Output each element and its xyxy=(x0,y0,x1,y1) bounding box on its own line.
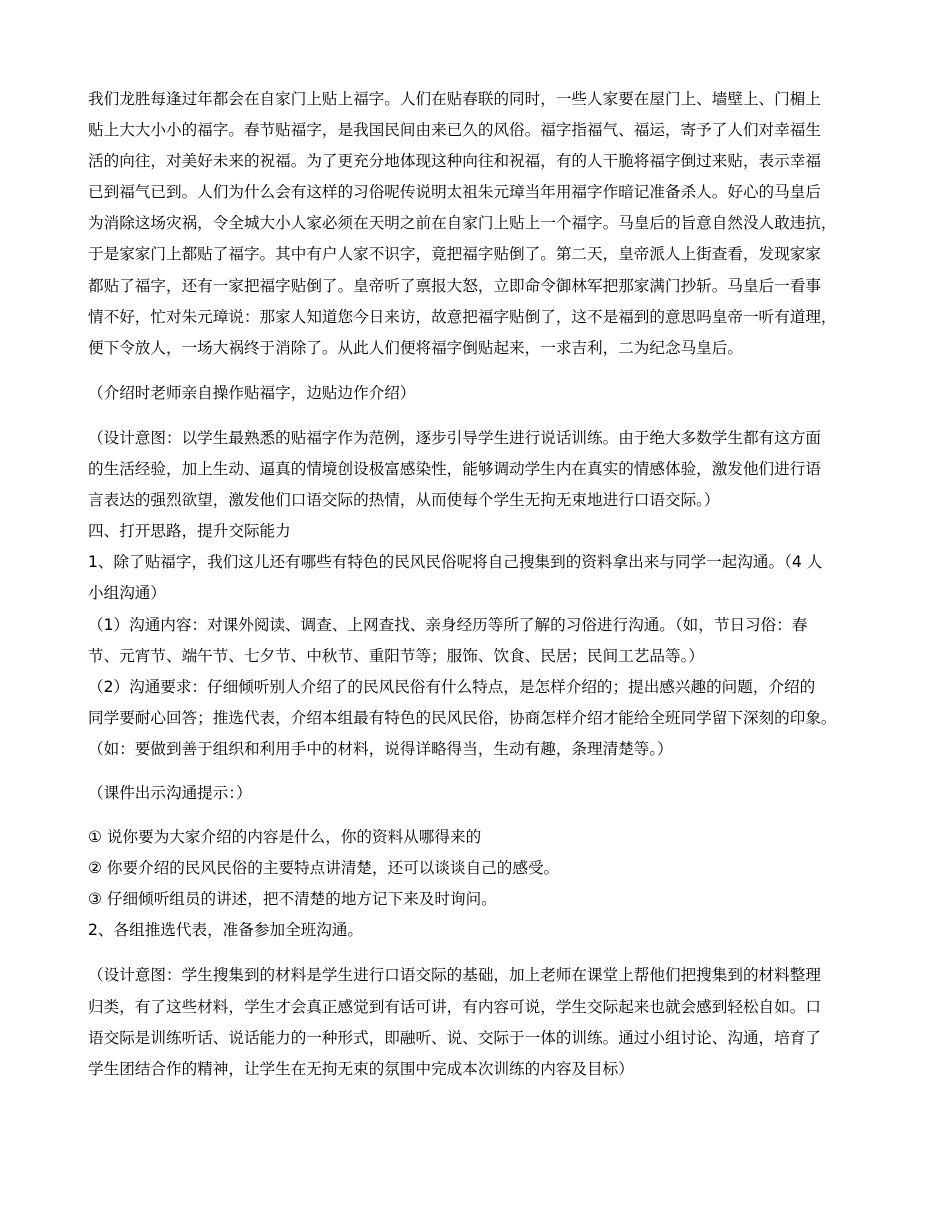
tips-list xyxy=(88,822,870,915)
design-intent-line: 言表达的强烈欲望，激发他们口语交际的热情，从而使每个学生无拘无束地进行口语交际。） xyxy=(88,491,720,510)
design-intent-line: 学生团结合作的精神，让学生在无拘无束的氛围中完成本次训练的内容及目标） xyxy=(88,1059,634,1078)
tip-item: ① 说你要为大家介绍的内容是什么，你的资料从哪得来的 xyxy=(88,828,482,847)
communication-content xyxy=(88,610,870,672)
design-intent-paragraph-1 xyxy=(88,423,870,516)
communication-requirements-line: （如：要做到善于组织和利用手中的材料，说得详略得当，生动有趣，条理清楚等。） xyxy=(88,739,673,758)
tip-item: ③ 仔细倾听组员的讲述，把不清楚的地方记下来及时询问。 xyxy=(88,890,497,909)
intro-line: 已到福气已到。人们为什么会有这样的习俗呢传说明太祖朱元璋当年用福字作暗记准备杀人。好心的马皇后 xyxy=(88,183,821,202)
step-1 xyxy=(88,547,870,609)
intro-line: 便下令放人，一场大祸终于消除了。从此人们便将福字倒贴起来，一求吉利，二为纪念马皇后。 xyxy=(88,338,743,357)
intro-line: 都贴了福字，还有一家把福字贴倒了。皇帝听了禀报大怒，立即命令御林军把那家满门抄斩。马皇后一看事 xyxy=(88,276,821,295)
communication-requirements-line: （2）沟通要求：仔细倾听别人介绍了的民风民俗有什么特点，是怎样介绍的；提出感兴趣的问题，介绍的 xyxy=(88,677,816,696)
intro-paragraph xyxy=(88,84,870,364)
intro-line: 活的向往，对美好未来的祝福。为了更充分地体现这种向往和祝福，有的人干脆将福字倒过来贴，表示幸福 xyxy=(88,152,821,171)
section-heading: 四、打开思路，提升交际能力 xyxy=(88,522,291,541)
communication-content-line: 节、元宵节、端午节、七夕节、中秋节、重阳节等；服饰、饮食、民居；民间工艺品等。） xyxy=(88,646,704,665)
design-intent-line: 归类，有了这些材料，学生才会真正感觉到有话可讲，有内容可说，学生交际起来也就会感到轻松自如。口 xyxy=(88,997,821,1016)
design-intent-line: （设计意图：以学生最熟悉的贴福字作为范例，逐步引导学生进行说话训练。由于绝大多数学生都有这方面 xyxy=(88,428,821,447)
design-intent-line: 语交际是训练听话、说话能力的一种形式，即融听、说、交际于一体的训练。通过小组讨论、沟通，培育了 xyxy=(88,1028,821,1047)
step-1-line: 小组沟通） xyxy=(88,584,166,603)
document-page xyxy=(88,84,870,1085)
intro-line: 情不好，忙对朱元璋说：那家人知道您今日来访，故意把福字贴倒了，这不是福到的意思吗皇帝一听有道理， xyxy=(88,307,837,326)
step-1-line: 1、除了贴福字，我们这儿还有哪些有特色的民风民俗呢将自己搜集到的资料拿出来与同学一起沟通。（4 人 xyxy=(88,553,823,572)
tip-item: ② 你要介绍的民风民俗的主要特点讲清楚，还可以谈谈自己的感受。 xyxy=(88,859,560,878)
courseware-note: （课件出示沟通提示：） xyxy=(88,783,252,802)
design-intent-line: （设计意图：学生搜集到的材料是学生进行口语交际的基础，加上老师在课堂上帮他们把搜集到的材料整理 xyxy=(88,966,821,985)
intro-line: 我们龙胜每逢过年都会在自家门上贴上福字。人们在贴春联的同时，一些人家要在屋门上、墙壁上、门楣上 xyxy=(88,90,821,108)
design-intent-line: 的生活经验，加上生动、逼真的情境创设极富感染性，能够调动学生内在真实的情感体验，激发他们进行语 xyxy=(88,460,821,479)
communication-requirements xyxy=(88,672,870,765)
intro-line: 于是家家门上都贴了福字。其中有户人家不识字，竟把福字贴倒了。第二天，皇帝派人上街查看，发现家家 xyxy=(88,245,821,264)
step-2: 2、各组推选代表，准备参加全班沟通。 xyxy=(88,921,364,940)
operation-note: （介绍时老师亲自操作贴福字，边贴边作介绍） xyxy=(88,383,416,402)
intro-line: 为消除这场灾祸，令全城大小人家必须在天明之前在自家门上贴上一个福字。马皇后的旨意自然没人敢违抗， xyxy=(88,214,837,233)
design-intent-paragraph-2 xyxy=(88,960,870,1084)
communication-content-line: （1）沟通内容：对课外阅读、调查、上网查找、亲身经历等所了解的习俗进行沟通。（如，节日习俗：春 xyxy=(88,615,808,634)
intro-line: 贴上大大小小的福字。春节贴福字，是我国民间由来已久的风俗。福字指福气、福运，寄予了人们对幸福生 xyxy=(88,121,821,140)
communication-requirements-line: 同学要耐心回答；推选代表，介绍本组最有特色的民风民俗，协商怎样介绍才能给全班同学留下深刻的印象。 xyxy=(88,708,837,727)
